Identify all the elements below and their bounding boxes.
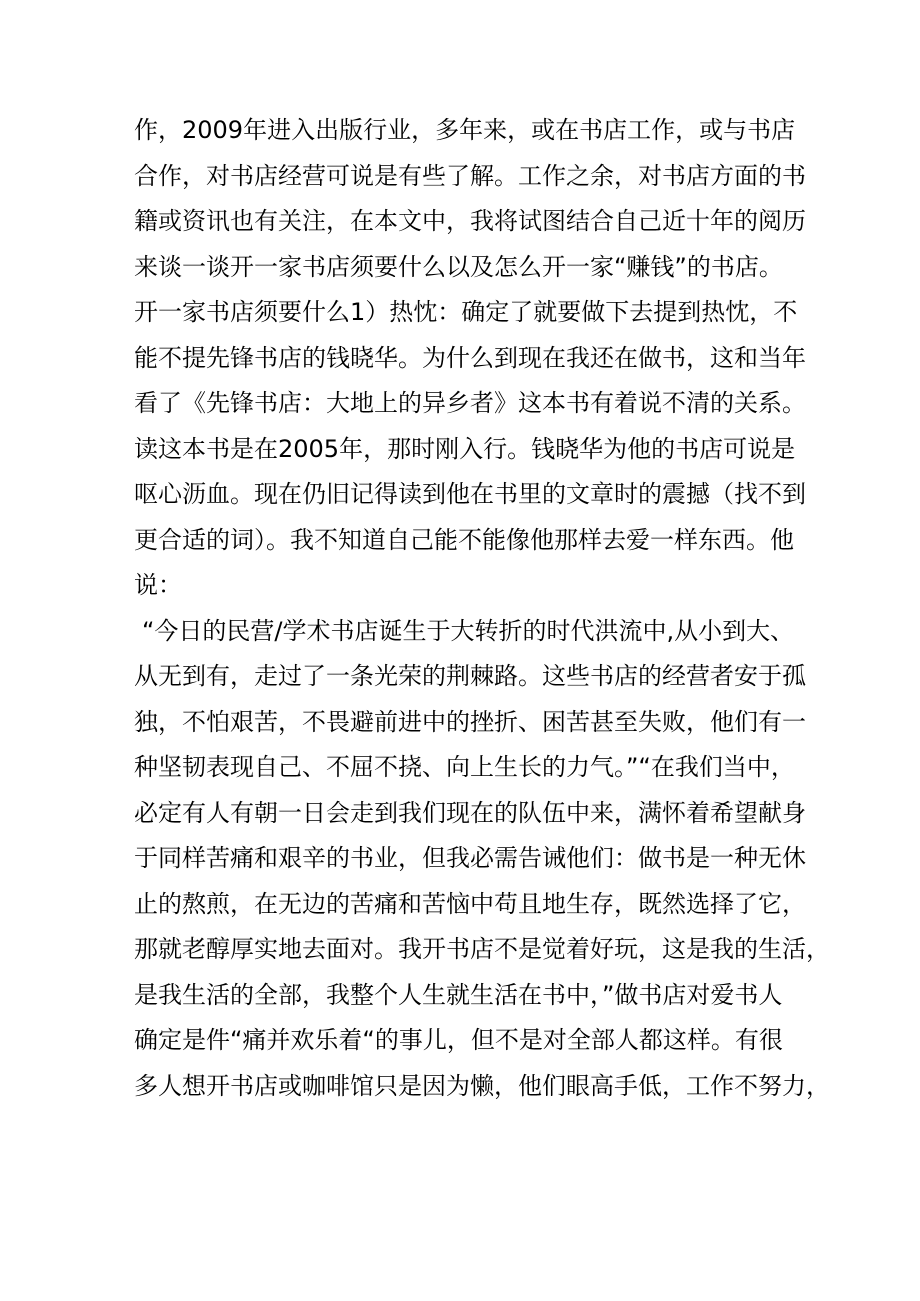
text-line: 看了《先锋书店：大地上的异乡者》这本书有着说不清的关系。 [134,389,806,417]
text-line: 读这本书是在2005年，那时刚入行。钱晓华为他的书店可说是 [134,434,796,463]
text-line: 止的熬煎，在无边的苦痛和苦恼中苟且地生存，既然选择了它， [134,889,806,918]
text-line: 合作，对书店经营可说是有些了解。工作之余，对书店方面的书 [134,161,806,190]
text-line: 必定有人有朝一日会走到我们现在的队伍中来，满怀着希望献身 [134,798,806,827]
text-line: 确定是件“痛并欢乐着“的事儿，但不是对全部人都这样。有很 [134,1026,783,1054]
text-line: 从无到有，走过了一条光荣的荆棘路。这些书店的经营者安于孤 [134,662,806,690]
text-line: 那就老醇厚实地去面对。我开书店不是觉着好玩，这是我的生活， [134,935,830,963]
text-line: 开一家书店须要什么1）热忱：确定了就要做下去提到热忱，不 [134,298,798,326]
text-line: 多人想开书店或咖啡馆只是因为懒，他们眼高手低，工作不努力， [134,1071,830,1100]
text-line: 种坚韧表现自己、不屈不挠、向上生长的力气。”“在我们当中， [134,753,795,781]
text-line: 作，2009年进入出版行业，多年来，或在书店工作，或与书店 [134,116,796,144]
text-line: 能不提先锋书店的钱晓华。为什么到现在我还在做书，这和当年 [134,343,806,372]
text-line: 说： [134,571,182,599]
quote-line: “今日的民营/学术书店诞生于大转折的时代洪流中,从小到大、 [142,616,795,645]
text-line: 更合适的词）。我不知道自己能不能像他那样去爱一样东西。他 [134,525,794,554]
text-line: 来谈一谈开一家书店须要什么以及怎么开一家“赚钱”的书店。 [134,252,783,281]
text-line: 籍或资讯也有关注，在本文中，我将试图结合自己近十年的阅历 [134,207,806,235]
text-line: 独，不怕艰苦，不畏避前进中的挫折、困苦甚至失败，他们有一 [134,707,806,736]
text-line: 于同样苦痛和艰辛的书业，但我必需告诫他们：做书是一种无休 [134,844,806,872]
text-line: 呕心沥血。现在仍旧记得读到他在书里的文章时的震撼（找不到 [134,480,806,508]
text-line: 是我生活的全部，我整个人生就生活在书中，”做书店对爱书人 [134,980,783,1009]
body-text [134,108,830,1109]
